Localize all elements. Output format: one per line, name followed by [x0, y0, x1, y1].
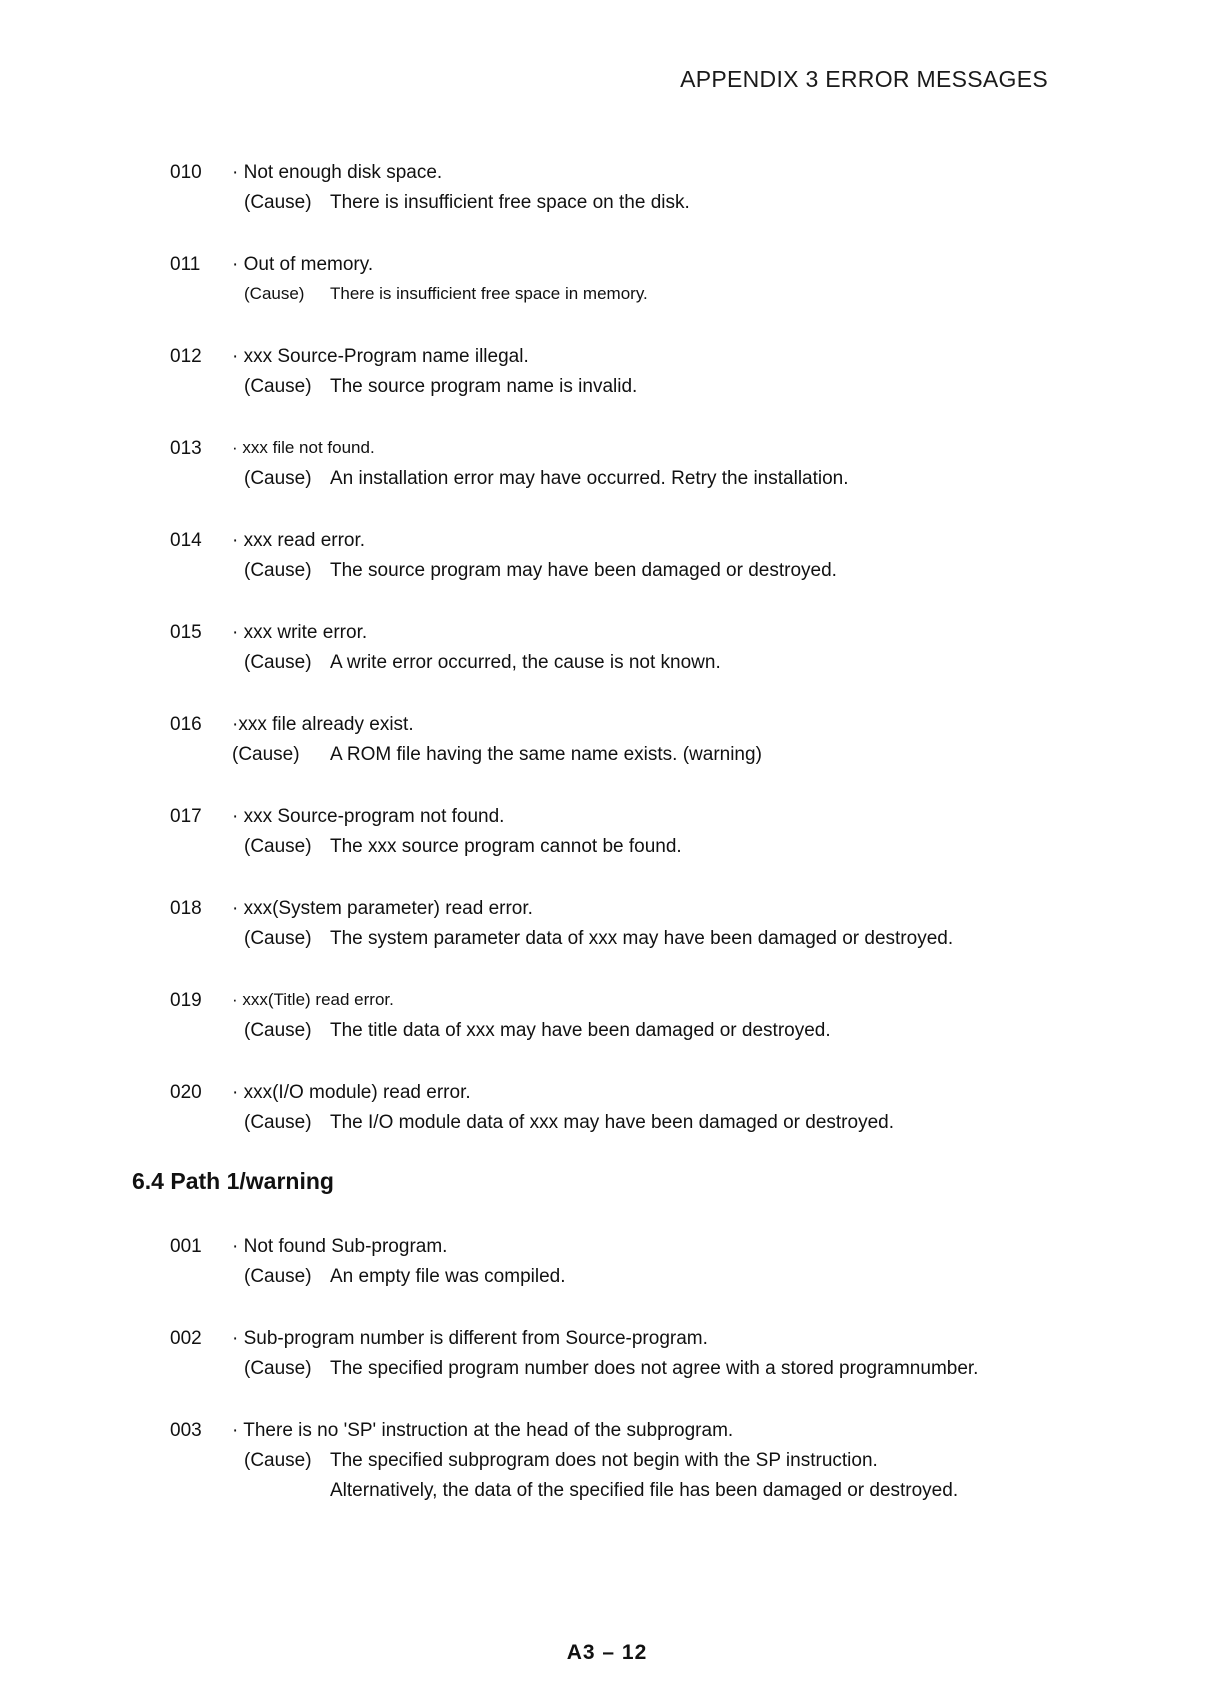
cause-row — [244, 1450, 878, 1472]
error-code: 020 — [170, 1082, 202, 1103]
error-entry-010 — [170, 162, 1070, 254]
error-entry-019 — [170, 990, 1070, 1082]
error-message: · xxx Source-Program name illegal. — [232, 346, 529, 367]
error-code: 012 — [170, 346, 202, 367]
cause-label: (Cause) — [244, 284, 305, 303]
warning-code: 001 — [170, 1236, 202, 1257]
error-message: · Out of memory. — [232, 254, 374, 275]
error-code: 014 — [170, 530, 202, 551]
error-message: · Not enough disk space. — [232, 162, 443, 183]
error-message: · xxx file not found. — [232, 438, 375, 457]
error-message: · xxx write error. — [232, 622, 368, 643]
warning-code: 003 — [170, 1420, 202, 1441]
cause-label: (Cause) — [244, 1020, 312, 1041]
cause-label: (Cause) — [244, 836, 312, 857]
cause-row — [244, 192, 690, 214]
cause-row — [244, 376, 637, 398]
error-entry-011 — [170, 254, 1070, 346]
error-entry-015 — [170, 622, 1070, 714]
warning-message: · Sub-program number is different from Source-program. — [232, 1328, 708, 1349]
cause-text: The specified program number does not agree with a stored programnumber. — [330, 1358, 979, 1379]
cause-label: (Cause) — [244, 1112, 312, 1133]
error-code: 017 — [170, 806, 202, 827]
page-header: APPENDIX 3 ERROR MESSAGES — [680, 66, 1048, 92]
cause-text: The source program name is invalid. — [330, 376, 638, 397]
cause-text: An empty file was compiled. — [330, 1266, 566, 1287]
page-number: A3 – 12 — [566, 1641, 648, 1664]
warning-entry-002 — [170, 1328, 1070, 1420]
error-entry-017 — [170, 806, 1070, 898]
error-list — [170, 162, 1070, 1174]
error-message: ·xxx file already exist. — [232, 714, 414, 735]
error-message: · xxx(Title) read error. — [232, 990, 394, 1009]
cause-text: The title data of xxx may have been damaged or destroyed. — [330, 1020, 831, 1041]
cause-text: An installation error may have occurred. Retry the installation. — [330, 468, 849, 489]
cause-row — [244, 836, 682, 858]
cause-label: (Cause) — [244, 928, 312, 949]
warning-list — [170, 1236, 1070, 1512]
error-entry-014 — [170, 530, 1070, 622]
cause-row — [244, 1020, 831, 1042]
cause-text: The xxx source program cannot be found. — [330, 836, 682, 857]
cause-row — [244, 1266, 566, 1288]
section-title: 6.4 Path 1/warning — [132, 1168, 334, 1194]
cause-text: The source program may have been damaged or destroyed. — [330, 560, 837, 581]
cause-label: (Cause) — [244, 652, 312, 673]
cause-label: (Cause) — [244, 1450, 312, 1471]
cause-row — [244, 468, 849, 490]
cause-text: There is insufficient free space on the disk. — [330, 192, 690, 213]
error-message: · xxx(System parameter) read error. — [232, 898, 533, 919]
cause-text: A write error occurred, the cause is not known. — [330, 652, 721, 673]
cause-row — [232, 744, 762, 766]
cause-label: (Cause) — [244, 1358, 312, 1379]
error-message: · xxx read error. — [232, 530, 366, 551]
cause-label: (Cause) — [244, 1266, 312, 1287]
cause-label: (Cause) — [244, 468, 312, 489]
cause-label: (Cause) — [244, 560, 312, 581]
cause-text: The system parameter data of xxx may have been damaged or destroyed. — [330, 928, 954, 949]
cause-text: A ROM file having the same name exists. (warning) — [330, 744, 762, 765]
cause-label: (Cause) — [244, 376, 312, 397]
warning-message: · Not found Sub-program. — [232, 1236, 448, 1257]
error-message: · xxx Source-program not found. — [232, 806, 505, 827]
cause-label: (Cause) — [244, 192, 312, 213]
cause-text: The I/O module data of xxx may have been damaged or destroyed. — [330, 1112, 894, 1133]
error-entry-020 — [170, 1082, 1070, 1174]
error-entry-012 — [170, 346, 1070, 438]
cause-text: There is insufficient free space in memory. — [330, 284, 648, 303]
error-code: 011 — [170, 254, 201, 275]
error-entry-018 — [170, 898, 1070, 990]
error-code: 015 — [170, 622, 202, 643]
cause-row — [244, 284, 648, 304]
error-code: 013 — [170, 438, 202, 459]
error-entry-013 — [170, 438, 1070, 530]
cause-row — [244, 560, 837, 582]
cause-row — [244, 1358, 978, 1380]
cause-text: The specified subprogram does not begin with the SP instruction. — [330, 1450, 878, 1471]
cause-continuation: Alternatively, the data of the specified file has been damaged or destroyed. — [330, 1480, 959, 1501]
cause-row — [244, 928, 953, 950]
error-code: 018 — [170, 898, 202, 919]
warning-entry-001 — [170, 1236, 1070, 1328]
cause-row — [244, 1112, 894, 1134]
error-message: · xxx(I/O module) read error. — [232, 1082, 471, 1103]
error-code: 010 — [170, 162, 202, 183]
error-code: 016 — [170, 714, 202, 735]
error-code: 019 — [170, 990, 202, 1011]
warning-code: 002 — [170, 1328, 202, 1349]
cause-label: (Cause) — [232, 744, 300, 765]
cause-row — [244, 652, 721, 674]
warning-entry-003 — [170, 1420, 1070, 1512]
error-entry-016 — [170, 714, 1070, 806]
warning-message: · There is no 'SP' instruction at the head of the subprogram. — [232, 1420, 734, 1441]
